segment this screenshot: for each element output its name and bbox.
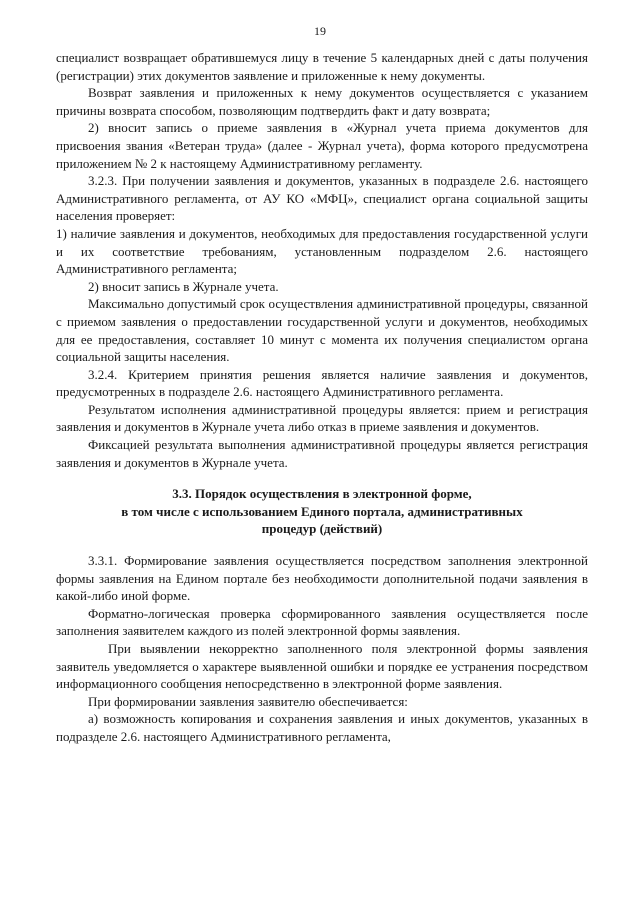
paragraph: Форматно-логическая проверка сформированного заявления осуществляется после заполнения заявителем каждого из полей электронной формы заявления. xyxy=(56,605,588,639)
paragraph: 1) наличие заявления и документов, необходимых для предоставления государственной услуги и их соответствие требованиям, установленным подразделом 2.6. настоящего Административного регламента; xyxy=(56,225,588,277)
paragraph: специалист возвращает обратившемуся лицу в течение 5 календарных дней с даты получения (регистрации) этих документов заявление и приложенные к нему документы. xyxy=(56,50,588,83)
paragraph: Возврат заявления и приложенных к нему документов осуществляется с указанием причины возврата способом, позволяющим подтвердить факт и дату возврата; xyxy=(56,85,588,118)
page-number: 19 xyxy=(314,24,326,38)
paragraph: 3.2.4. Критерием принятия решения является наличие заявления и документов, предусмотренных в подразделе 2.6. настоящего Административного регламента. xyxy=(56,366,588,400)
paragraph: 3.2.3. При получении заявления и документов, указанных в подразделе 2.6. настоящего Административного регламента, от АУ КО «МФЦ», специалист органа социальной защиты населения проверяет: xyxy=(56,173,588,224)
section-heading-line: в том числе с использованием Единого портала, административных xyxy=(121,503,523,519)
document-body xyxy=(56,49,588,746)
paragraph: 2) вносит запись в Журнале учета. xyxy=(88,278,279,294)
paragraph: а) возможность копирования и сохранения заявления и иных документов, указанных в подразделе 2.6. настоящего Административного регламента, xyxy=(56,711,588,744)
paragraph: Результатом исполнения административной процедуры является: прием и регистрация заявления и документов в Журнале учета либо отказ в приеме заявления и документов. xyxy=(56,401,588,435)
paragraph: При выявлении некорректно заполненного поля электронной формы заявления заявитель уведомляется о характере выявленной ошибки и порядке ее устранения посредством информационного сообщения непосредственно в электронной форме заявления. xyxy=(56,641,588,692)
paragraph: Фиксацией результата выполнения административной процедуры является регистрация заявления и документов в Журнале учета. xyxy=(56,437,588,470)
paragraph: 3.3.1. Формирование заявления осуществляется посредством заполнения электронной формы заявления на Едином портале без необходимости дополнительной подачи заявления в какой-либо иной форме. xyxy=(56,553,588,604)
section-heading-line: 3.3. Порядок осуществления в электронной форме, xyxy=(172,486,472,502)
paragraph: При формировании заявления заявителю обеспечивается: xyxy=(88,693,408,709)
paragraph: 2) вносит запись о приеме заявления в «Журнал учета приема документов для присвоения звания «Ветеран труда» (далее - Журнал учета), форма которого предусмотрена приложением № 2 к настоящему Административному регламенту. xyxy=(56,120,588,171)
section-heading-line: процедур (действий) xyxy=(261,521,383,537)
section-heading xyxy=(56,485,588,538)
paragraph: Максимально допустимый срок осуществления административной процедуры, связанной с приемом заявления о предоставлении государственной услуги и документов, необходимых для ее предоставления, составляет 10 минут с момента их получения специалистом органа социальной защиты населения. xyxy=(56,296,588,365)
